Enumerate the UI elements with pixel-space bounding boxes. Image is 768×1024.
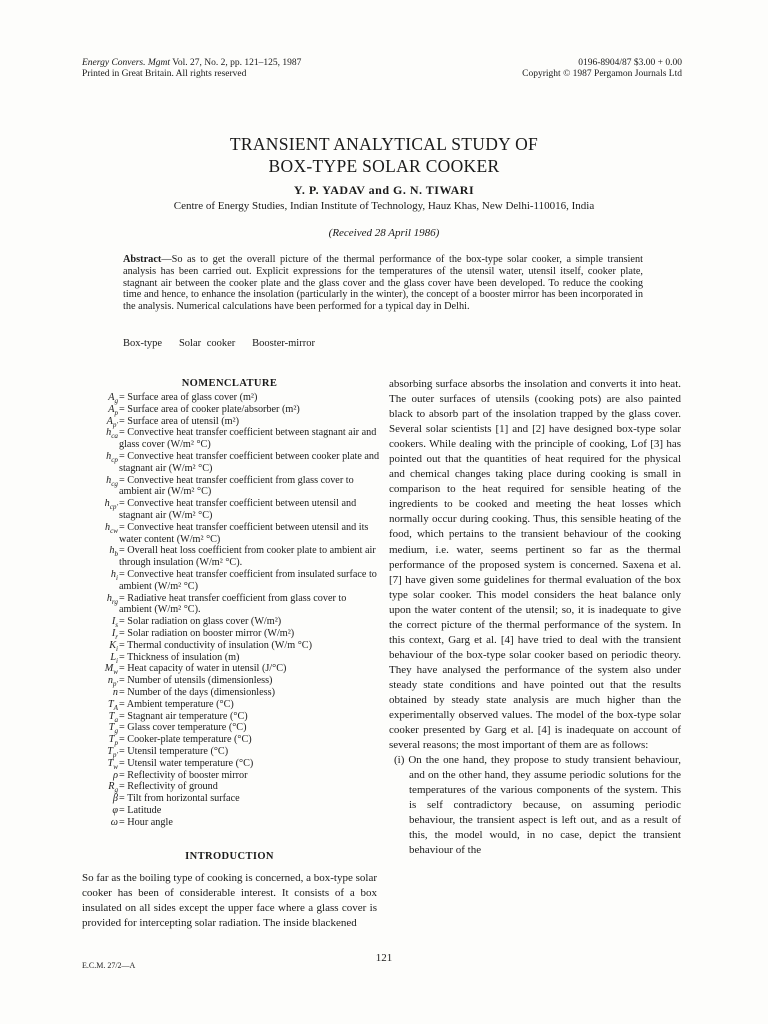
journal-header	[82, 58, 301, 80]
abstract-text: —So as to get the overall picture of the thermal performance of the box-type solar cooker, a simple transient analysis has been carried out. Explicit expressions for the temperatures of the utensil water, utensil itself, cooker plate, stagnant air between the cooker plate and the glass cover and the glass cover have been developed. To reduce the cooking time and hence, to enhance the insolation (particularly in the winter), the concept of a booster mirror has been incorporated in the analysis. Numerical calculations have been performed for a typical day in Delhi.	[123, 254, 643, 313]
nomenclature-symbol: $h_{cg}$	[106, 474, 118, 488]
nomenclature-item	[88, 628, 380, 640]
nomenclature-definition: = Solar radiation on booster mirror (W/m²)	[119, 627, 295, 639]
received-date: (Received 28 April 1986)	[328, 227, 440, 239]
nomenclature-symbol: $M_w$	[104, 663, 118, 677]
nomenclature-symbol: $h_{ca}$	[106, 427, 118, 441]
nomenclature-symbol: $A_g$	[108, 392, 118, 406]
nomenclature-symbol: $h_{cw}$	[104, 521, 118, 535]
nomenclature-symbol: $T_w$	[107, 757, 118, 771]
nomenclature-definition: = Utensil water temperature (°C)	[119, 757, 254, 769]
nomenclature-symbol: $T_A$	[107, 698, 118, 712]
nomenclature-symbol: φ	[112, 804, 118, 816]
nomenclature-symbol: ρ	[113, 769, 118, 781]
nomenclature-symbol: $h_i$	[110, 568, 118, 582]
abstract-label: Abstract	[123, 254, 162, 265]
nomenclature-item	[88, 699, 380, 711]
nomenclature-item	[88, 569, 380, 593]
nomenclature-definition: = Cooker-plate temperature (°C)	[119, 734, 252, 746]
introduction-heading: INTRODUCTION	[185, 851, 274, 862]
nomenclature-definition: = Hour angle	[119, 816, 173, 828]
nomenclature-item	[88, 793, 380, 805]
nomenclature-symbol: ω	[110, 816, 118, 828]
nomenclature-symbol: $K_i$	[109, 639, 118, 653]
nomenclature-symbol: $L_i$	[110, 651, 118, 665]
nomenclature-item	[88, 817, 380, 829]
nomenclature-definition: = Thermal conductivity of insulation (W/m °C)	[119, 639, 312, 651]
nomenclature-definition: = Convective heat transfer coefficient from insulated surface to ambient (W/m² °C)	[119, 568, 377, 592]
nomenclature-symbol: $I_r$	[111, 627, 118, 641]
nomenclature-item	[88, 404, 380, 416]
nomenclature-definition: = Utensil temperature (°C)	[119, 745, 229, 757]
nomenclature-definition: = Thickness of insulation (m)	[119, 651, 240, 663]
nomenclature-definition: = Surface area of utensil (m²)	[119, 415, 239, 427]
nomenclature-symbol: $T_g$	[108, 722, 118, 736]
nomenclature-item	[88, 675, 380, 687]
nomenclature-item	[88, 746, 380, 758]
affiliation: Centre of Energy Studies, Indian Institute of Technology, Hauz Khas, New Delhi-110016, India	[173, 200, 595, 212]
nomenclature-symbol: $T_{p'}$	[107, 745, 118, 759]
printed-note: Printed in Great Britain. All rights reserved	[82, 69, 247, 79]
issn-code: 0196-8904/87 $3.00 + 0.00	[578, 58, 682, 68]
nomenclature-definition: = Surface area of cooker plate/absorber (m²)	[119, 403, 300, 415]
authors: Y. P. YADAV and G. N. TIWARI	[293, 183, 475, 197]
list-item: (i) On the one hand, they propose to study transient behaviour, and on the other hand, they assume periodic solutions for the temperatures of the various components of the system. This is self contradictory because, on assuming periodic behaviour, the transient aspect is left out, and as a result of this, the model would, in no case, depict the transient behaviour of the	[394, 754, 681, 857]
nomenclature-item	[88, 805, 380, 817]
journal-name: Energy Convers. Mgmt	[82, 58, 171, 68]
nomenclature-definition: = Solar radiation on glass cover (W/m²)	[119, 616, 282, 628]
title-line-2: BOX-TYPE SOLAR COOKER	[268, 156, 500, 176]
nomenclature-item	[88, 545, 380, 569]
nomenclature-symbol: $h_{cp'}$	[104, 498, 118, 512]
page-number: 121	[375, 952, 393, 964]
nomenclature-definition: = Ambient temperature (°C)	[119, 698, 234, 710]
nomenclature-definition: = Glass cover temperature (°C)	[119, 722, 247, 734]
keywords: Box-type Solar cooker Booster-mirror	[123, 338, 315, 349]
nomenclature-symbol: $A_{p'}$	[106, 415, 118, 429]
nomenclature-item	[88, 451, 380, 475]
nomenclature-symbol: $I_s$	[111, 616, 118, 630]
nomenclature-symbol: $T_a$	[108, 710, 118, 724]
footer-code: E.C.M. 27/2—A	[82, 961, 136, 970]
nomenclature-symbol: $h_b$	[109, 545, 118, 559]
nomenclature-heading: NOMENCLATURE	[181, 378, 278, 389]
nomenclature-symbol: n	[112, 686, 118, 698]
nomenclature-item	[88, 593, 380, 617]
nomenclature-definition: = Heat capacity of water in utensil (J/°C)	[119, 663, 287, 675]
nomenclature-definition: = Convective heat transfer coefficient between utensil and stagnant air (W/m² °C)	[119, 498, 357, 521]
abstract	[123, 254, 643, 313]
nomenclature-definition: = Tilt from horizontal surface	[119, 793, 240, 805]
nomenclature-symbol: $h_{rg}$	[106, 592, 118, 606]
nomenclature-item	[88, 416, 380, 428]
nomenclature-list	[88, 392, 380, 828]
nomenclature-item	[88, 522, 380, 546]
nomenclature-symbol: $h_{cp}$	[106, 450, 118, 465]
copyright-line: Copyright © 1987 Pergamon Journals Ltd	[522, 69, 682, 79]
nomenclature-definition: = Surface area of glass cover (m²)	[119, 392, 258, 403]
paper-title	[0, 133, 768, 177]
nomenclature-item	[88, 734, 380, 746]
nomenclature-item	[88, 770, 380, 782]
nomenclature-symbol: $A_p$	[108, 403, 118, 417]
nomenclature-definition: = Overall heat loss coefficient from cooker plate to ambient air through insulation (W/m² °C).	[119, 545, 376, 569]
nomenclature-item	[88, 640, 380, 652]
journal-citation: Vol. 27, No. 2, pp. 121–125, 1987	[170, 58, 302, 68]
title-line-1: TRANSIENT ANALYTICAL STUDY OF	[229, 134, 539, 154]
copyright-header	[522, 58, 682, 80]
nomenclature-definition: = Number of the days (dimensionless)	[119, 686, 275, 698]
nomenclature-symbol: $R_g$	[108, 781, 118, 795]
nomenclature-item	[88, 498, 380, 522]
nomenclature-definition: = Stagnant air temperature (°C)	[119, 710, 248, 722]
nomenclature-item	[88, 475, 380, 499]
nomenclature-definition: = Radiative heat transfer coefficient from glass cover to ambient (W/m² °C).	[119, 592, 347, 616]
nomenclature-item	[88, 722, 380, 734]
nomenclature-definition: = Convective heat transfer coefficient between utensil and its water content (W/m² °C)	[119, 521, 369, 545]
nomenclature-symbol: $T_p$	[108, 734, 118, 748]
nomenclature-item	[88, 616, 380, 628]
nomenclature-item	[88, 711, 380, 723]
nomenclature-item	[88, 392, 380, 404]
nomenclature-item	[88, 663, 380, 675]
nomenclature-symbol: β	[112, 793, 118, 805]
nomenclature-item	[88, 427, 380, 451]
nomenclature-symbol: $n_{p'}$	[107, 675, 118, 689]
nomenclature-definition: = Convective heat transfer coefficient between cooker plate and stagnant air (W/m² °C)	[119, 450, 380, 474]
nomenclature-definition: = Reflectivity of ground	[119, 781, 218, 793]
nomenclature-item	[88, 758, 380, 770]
nomenclature-definition: = Convective heat transfer coefficient from glass cover to ambient air (W/m² °C)	[119, 474, 354, 498]
nomenclature-item	[88, 687, 380, 699]
nomenclature-item	[88, 652, 380, 664]
nomenclature-definition: = Latitude	[119, 804, 162, 816]
nomenclature-definition: = Convective heat transfer coefficient between stagnant air and glass cover (W/m² °C)	[119, 427, 377, 451]
nomenclature-definition: = Number of utensils (dimensionless)	[119, 675, 273, 687]
introduction-text: So far as the boiling type of cooking is concerned, a box-type solar cooker has been of considerable interest. It consists of a box insulated on all sides except the upper face where a glass cover is provided for intercepting solar radiation. The inside blackened	[82, 872, 377, 929]
right-column-paragraph: absorbing surface absorbs the insolation and converts it into heat. The outer surfaces of utensils (cooking pots) are also painted black to absorb part of the insolation trapped by the glass cover. Several solar scientists [1] and [2] have designed box-type solar cookers. While dealing with the principle of cooking, Lof [3] has pointed out that the quantities of heat required for the physical and chemical changes taking place during cooking is small in comparison to the heat required for sensible heating of the ingredients to be cooked and meeting the heat losses which normally occur during cooking. Thus, this sensible heating of the food, which pertains to the transient behaviour of the cooking medium, i.e. water, seems pertinent so far as the thermal performance of the proposed system is concerned. Saxena et al. [7] have given some guidelines for thermal evaluation of the box type solar cooker. This model considers the heat balance only upon the water content of the utensil; so, it is inadequate to give the correct picture of the thermal performance of the system. In this context, Garg et al. [4] have tried to deal with the transient behaviour of the box-type solar cooker based on periodic theory. They have analysed the performance of the system also under steady state conditions and have pointed out that the results obtained by steady state analysis are much higher than the experimentally observed values. The model of the box-type solar cooker presented by Garg et al. [4] is inadequate on account of several reasons; the most important of them are as follows:	[389, 378, 681, 752]
nomenclature-item	[88, 781, 380, 793]
nomenclature-definition: = Reflectivity of booster mirror	[119, 769, 248, 781]
right-column	[389, 377, 681, 859]
